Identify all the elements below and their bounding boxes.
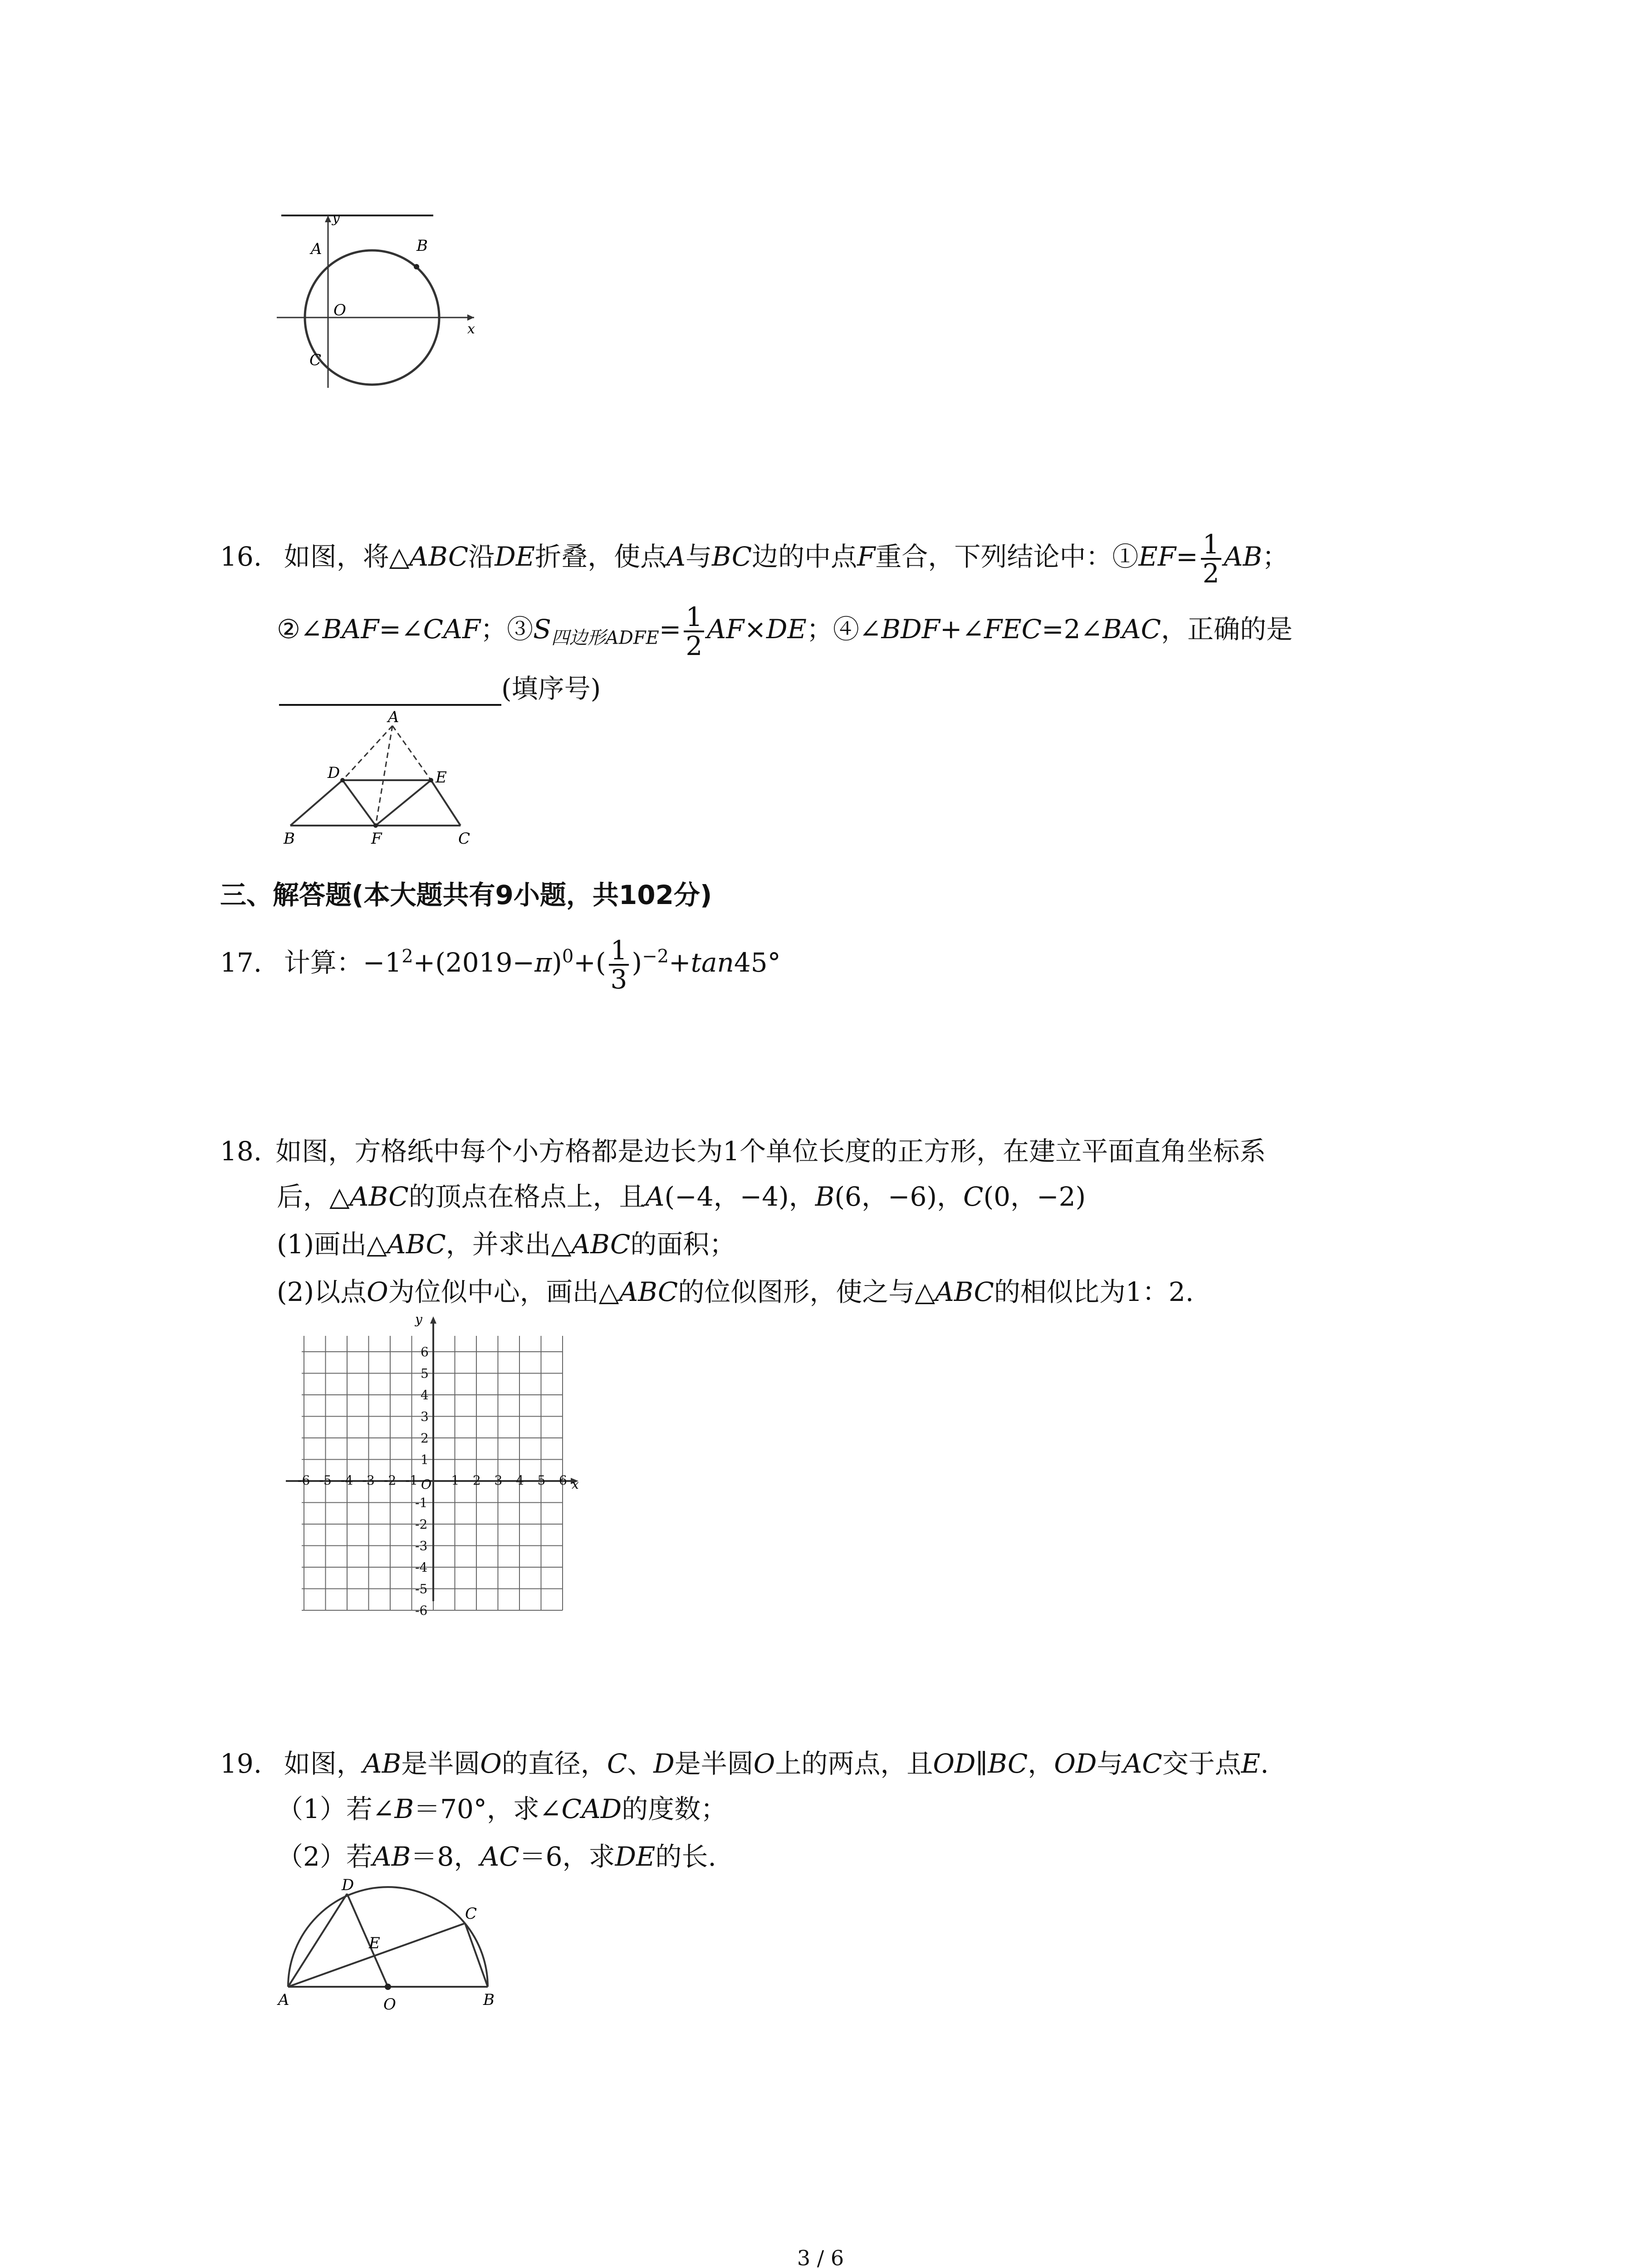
q18-part1: (1)画出△ABC，并求出△ABC的面积； [277, 1229, 736, 1260]
section-heading: 三、解答题(本大题共有9小题，共102分) [220, 880, 712, 910]
q19-line1: 19. 如图，AB是半圆O的直径，C、D是半圆O上的两点，且OD∥BC，OD与AC交于点E. [220, 1748, 1269, 1779]
y-tick-label: -4 [415, 1560, 428, 1575]
label-d: D [342, 1876, 354, 1894]
point-d [340, 778, 345, 782]
label-b: B [483, 1991, 495, 2009]
side-ec [431, 780, 460, 826]
q15-figure [268, 209, 485, 390]
q18-line2: 后，△ABC的顶点在格点上，且A(−4，−4)，B(6，−6)，C(0，−2) [277, 1181, 1086, 1212]
label-b: B [284, 830, 295, 848]
label-a: A [311, 240, 322, 258]
ef [376, 780, 431, 826]
y-tick-label: 2 [421, 1431, 429, 1446]
fraction-half-2: $\frac{1}{2}$ [684, 603, 704, 660]
q18-grid-figure [272, 1311, 590, 1618]
x-tick-label: 4 [516, 1473, 524, 1488]
segment-od [347, 1894, 388, 1987]
q16-line3: (填序号) [279, 671, 601, 706]
x-arrow [467, 314, 474, 321]
label-x: x [467, 321, 475, 337]
q18-line1: 18. 如图，方格纸中每个小方格都是边长为1个单位长度的正方形，在建立平面直角坐标系 [220, 1136, 1266, 1167]
label-d: D [328, 764, 340, 782]
label-e: E [369, 1934, 380, 1952]
x-tick-label: 6 [559, 1473, 567, 1488]
y-tick-label: 5 [421, 1366, 429, 1381]
page-number: 3 / 6 [797, 2246, 844, 2268]
q16-line2: ②∠BAF=∠CAF；$③S_{四边形ADFE}=$ $\frac{1}{2}$ AF×DE；④∠BDF+∠FEC=2∠BAC，正确的是 [277, 601, 1293, 661]
q16-figure [277, 708, 485, 848]
y-tick-label: 1 [421, 1452, 429, 1467]
y-tick-label: -2 [415, 1517, 428, 1532]
y-tick-label: 3 [421, 1409, 429, 1424]
y-axis-label: y [415, 1312, 422, 1327]
q18-part2: (2)以点O为位似中心，画出△ABC的位似图形，使之与△ABC的相似比为1：2. [277, 1276, 1194, 1307]
x-tick-label: 2 [473, 1473, 481, 1488]
point-e [429, 778, 433, 782]
x-tick-label: -1 [405, 1473, 418, 1488]
answer-blank[interactable] [279, 677, 501, 706]
y-tick-label: -1 [415, 1495, 428, 1510]
label-c: C [458, 830, 470, 848]
chord-ac [288, 1923, 465, 1987]
x-tick-label: -5 [319, 1473, 332, 1488]
label-e: E [436, 768, 447, 787]
y-tick-label: 4 [421, 1388, 429, 1403]
label-c: C [309, 351, 322, 369]
chord-bc [465, 1923, 488, 1987]
x-axis-label: x [572, 1477, 579, 1492]
chord-ad [288, 1894, 347, 1987]
df [343, 780, 376, 826]
q16-line1: 16. 如图，将△ABC沿DE折叠，使点A与BC边的中点F重合，下列结论中：①EF= $\frac{1}{2}$ AB； [220, 529, 1289, 589]
semicircle-arc [288, 1887, 488, 1987]
q19-part1: （1）若∠B＝70°，求∠CAD的度数； [277, 1794, 727, 1824]
x-tick-label: -4 [341, 1473, 353, 1488]
label-f: F [371, 830, 382, 848]
point-b [414, 264, 419, 269]
label-y: y [332, 210, 340, 226]
q17-line: 17. 计算：$-1^2+(2019-\pi)^0+$( $\frac{1}{3}$ )$^{-2}$+tan45° [220, 935, 781, 995]
q19-figure [270, 1871, 515, 2016]
x-tick-label: 5 [537, 1473, 546, 1488]
point-f [373, 823, 378, 828]
y-tick-label: -3 [415, 1538, 428, 1554]
x-tick-label: -6 [298, 1473, 310, 1488]
x-tick-label: -3 [362, 1473, 375, 1488]
fraction-half: $\frac{1}{2}$ [1201, 531, 1221, 587]
side-bd [290, 780, 343, 826]
y-arrow [325, 215, 331, 222]
y-tick-label: -6 [415, 1603, 428, 1618]
q19-part2: （2）若AB＝8，AC＝6，求DE的长. [277, 1841, 716, 1872]
y-tick-label: 6 [421, 1344, 429, 1359]
origin-label: O [421, 1477, 431, 1492]
label-o: O [383, 1995, 396, 2014]
y-arrow [430, 1316, 436, 1324]
x-tick-label: 3 [494, 1473, 503, 1488]
label-b: B [416, 237, 428, 255]
y-tick-label: -5 [415, 1581, 428, 1597]
label-c: C [465, 1905, 477, 1923]
label-o: O [333, 301, 346, 319]
dashed-ae [392, 726, 431, 780]
x-tick-label: -2 [384, 1473, 397, 1488]
fraction-third: $\frac{1}{3}$ [609, 937, 629, 993]
x-tick-label: 1 [451, 1473, 460, 1488]
label-a: A [278, 1991, 289, 2009]
point-o [385, 1984, 391, 1990]
label-a: A [388, 708, 399, 726]
